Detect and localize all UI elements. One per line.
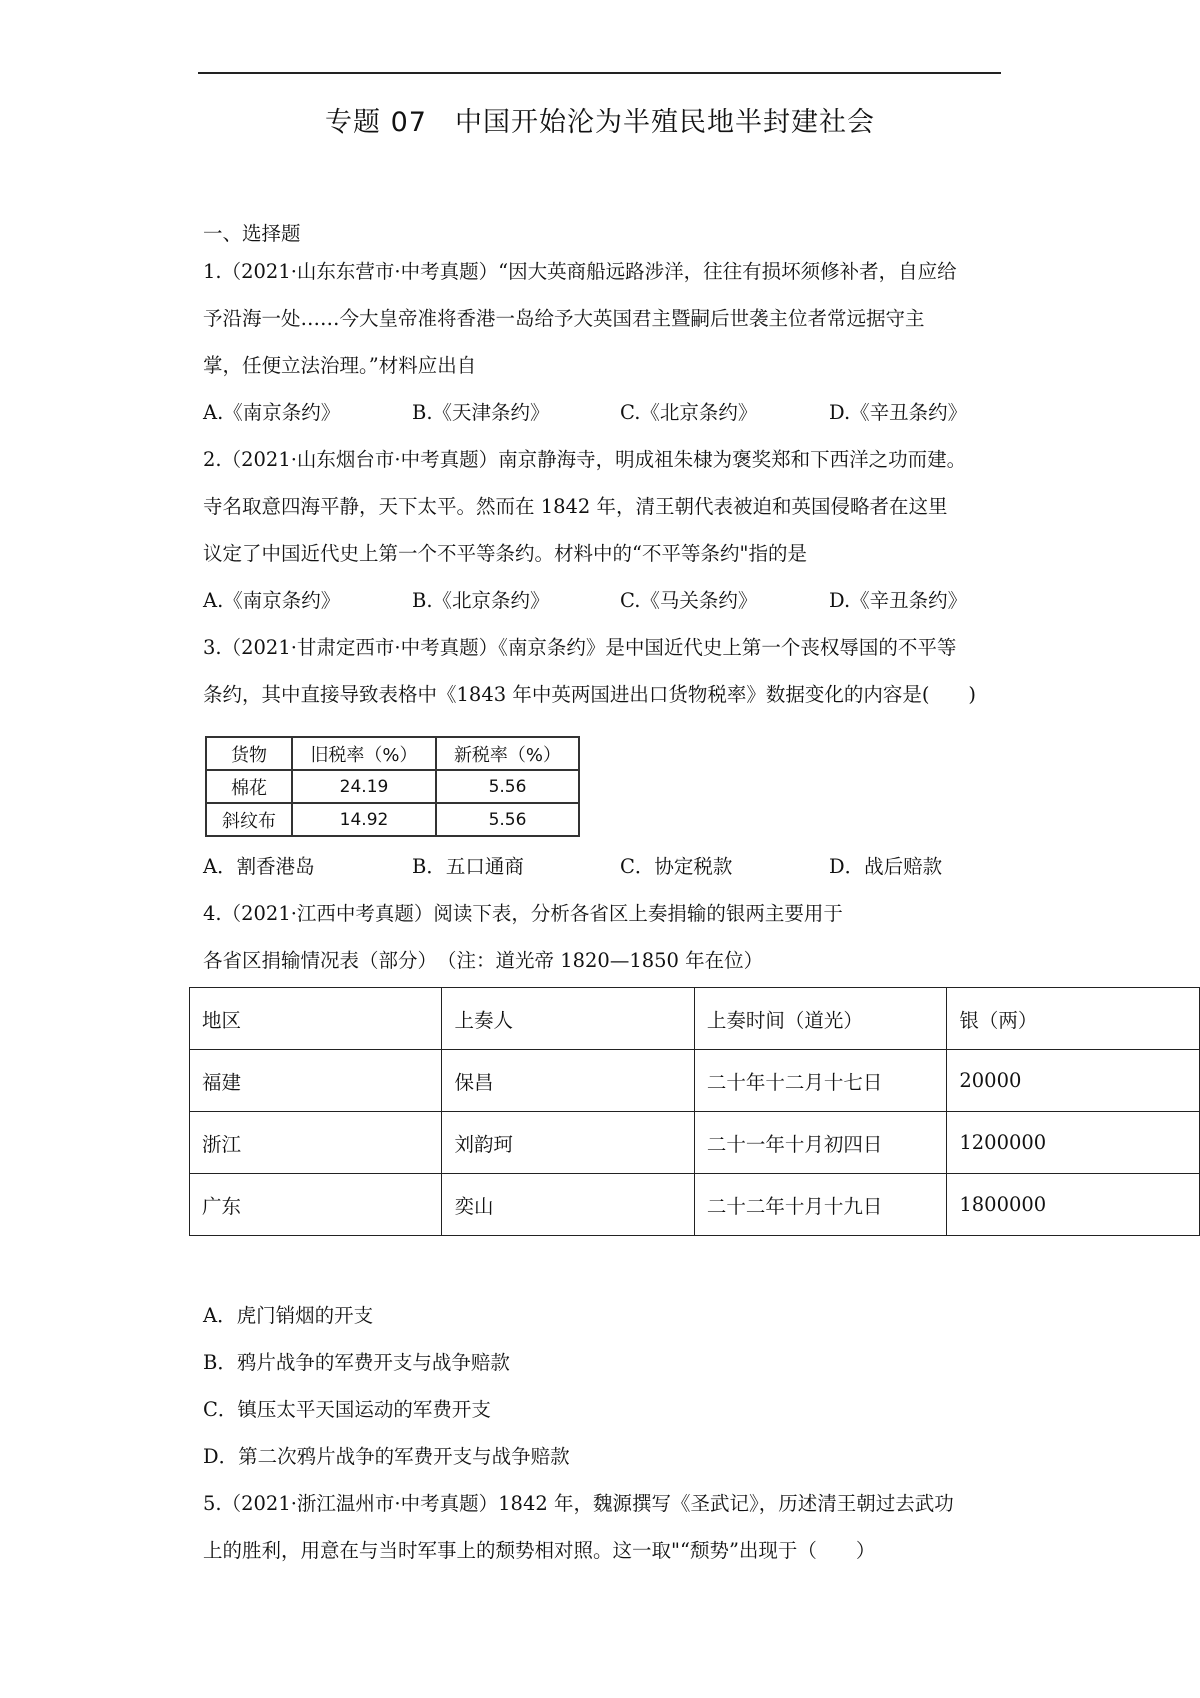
q2-option-c: C.《马关条约》	[620, 589, 758, 612]
q4-option-d: D．第二次鸦片战争的军费开支与战争赔款	[203, 1445, 570, 1468]
table-cell: 二十年十二月十七日	[694, 1050, 946, 1112]
q2-line-1: 2.（2021·山东烟台市·中考真题）南京静海寺，明成祖朱棣为褒奖郑和下西洋之功而建。	[203, 448, 967, 471]
table-cell: 福建	[190, 1050, 442, 1112]
tax-rate-table	[205, 736, 580, 837]
table-cell: 20000	[947, 1050, 1200, 1112]
q4-option-c: C．镇压太平天国运动的军费开支	[203, 1398, 491, 1421]
table-row	[190, 1174, 1200, 1236]
table-header-cell: 银（两）	[947, 988, 1200, 1050]
table-cell: 二十二年十月十九日	[694, 1174, 946, 1236]
q3-line-1: 3.（2021·甘肃定西市·中考真题）《南京条约》是中国近代史上第一个丧权辱国的不平等	[203, 636, 957, 659]
table-header-cell: 地区	[190, 988, 442, 1050]
table-row	[190, 988, 1200, 1050]
q3-option-b: B．五口通商	[412, 855, 524, 878]
section-heading: 一、选择题	[203, 222, 301, 245]
table-row	[206, 770, 579, 803]
table-cell: 5.56	[436, 803, 579, 836]
q5-line-1: 5.（2021·浙江温州市·中考真题）1842 年，魏源撰写《圣武记》，历述清王朝过去武功	[203, 1492, 954, 1515]
table-cell: 14.92	[292, 803, 436, 836]
table-cell: 斜纹布	[206, 803, 292, 836]
header-rule	[198, 72, 1001, 74]
table-cell: 棉花	[206, 770, 292, 803]
q4-table-caption: 各省区捐输情况表（部分） （注：道光帝 1820—1850 年在位）	[203, 949, 764, 972]
q3-option-c: C．协定税款	[620, 855, 733, 878]
table-cell: 二十一年十月初四日	[694, 1112, 946, 1174]
table-row	[206, 737, 579, 770]
q4-line-1: 4.（2021·江西中考真题）阅读下表，分析各省区上奏捐输的银两主要用于	[203, 902, 843, 925]
q2-option-b: B.《北京条约》	[412, 589, 550, 612]
table-cell: 1800000	[947, 1174, 1200, 1236]
donation-table	[189, 987, 1200, 1236]
q3-line-2: 条约，其中直接导致表格中《1843 年中英两国进出口货物税率》数据变化的内容是( )	[203, 683, 977, 706]
q1-option-a: A.《南京条约》	[203, 401, 341, 424]
page-title: 专题 07 中国开始沦为半殖民地半封建社会	[325, 107, 875, 138]
q4-option-b: B．鸦片战争的军费开支与战争赔款	[203, 1351, 510, 1374]
table-header-cell: 上奏人	[442, 988, 694, 1050]
q1-line-1: 1.（2021·山东东营市·中考真题）“因大英商船远路涉洋，往往有损坏须修补者，自应给	[203, 260, 957, 283]
q2-line-3: 议定了中国近代史上第一个不平等条约。材料中的“不平等条约"指的是	[203, 542, 807, 565]
table-cell: 5.56	[436, 770, 579, 803]
q3-option-a: A．割香港岛	[203, 855, 315, 878]
table-cell: 保昌	[442, 1050, 694, 1112]
q2-option-d: D.《辛丑条约》	[829, 589, 968, 612]
q3-option-d: D．战后赔款	[829, 855, 943, 878]
table-header-cell: 旧税率（%）	[292, 737, 436, 770]
table-header-cell: 新税率（%）	[436, 737, 579, 770]
q4-option-a: A．虎门销烟的开支	[203, 1304, 374, 1327]
table-cell: 奕山	[442, 1174, 694, 1236]
q1-option-b: B.《天津条约》	[412, 401, 550, 424]
q2-line-2: 寺名取意四海平静，天下太平。然而在 1842 年，清王朝代表被迫和英国侵略者在这里	[203, 495, 948, 518]
q5-line-2: 上的胜利，用意在与当时军事上的颓势相对照。这一取"“颓势”出现于（ ）	[203, 1539, 876, 1562]
table-header-cell: 货物	[206, 737, 292, 770]
table-row	[190, 1112, 1200, 1174]
q1-line-3: 掌，任便立法治理。”材料应出自	[203, 354, 477, 377]
q1-option-d: D.《辛丑条约》	[829, 401, 968, 424]
table-cell: 广东	[190, 1174, 442, 1236]
q1-option-c: C.《北京条约》	[620, 401, 758, 424]
table-row	[206, 803, 579, 836]
table-row	[190, 1050, 1200, 1112]
q1-line-2: 予沿海一处……今大皇帝准将香港一岛给予大英国君主暨嗣后世袭主位者常远据守主	[203, 307, 925, 330]
table-cell: 刘韵珂	[442, 1112, 694, 1174]
table-cell: 1200000	[947, 1112, 1200, 1174]
q2-option-a: A.《南京条约》	[203, 589, 341, 612]
table-cell: 浙江	[190, 1112, 442, 1174]
table-header-cell: 上奏时间（道光）	[694, 988, 946, 1050]
table-cell: 24.19	[292, 770, 436, 803]
